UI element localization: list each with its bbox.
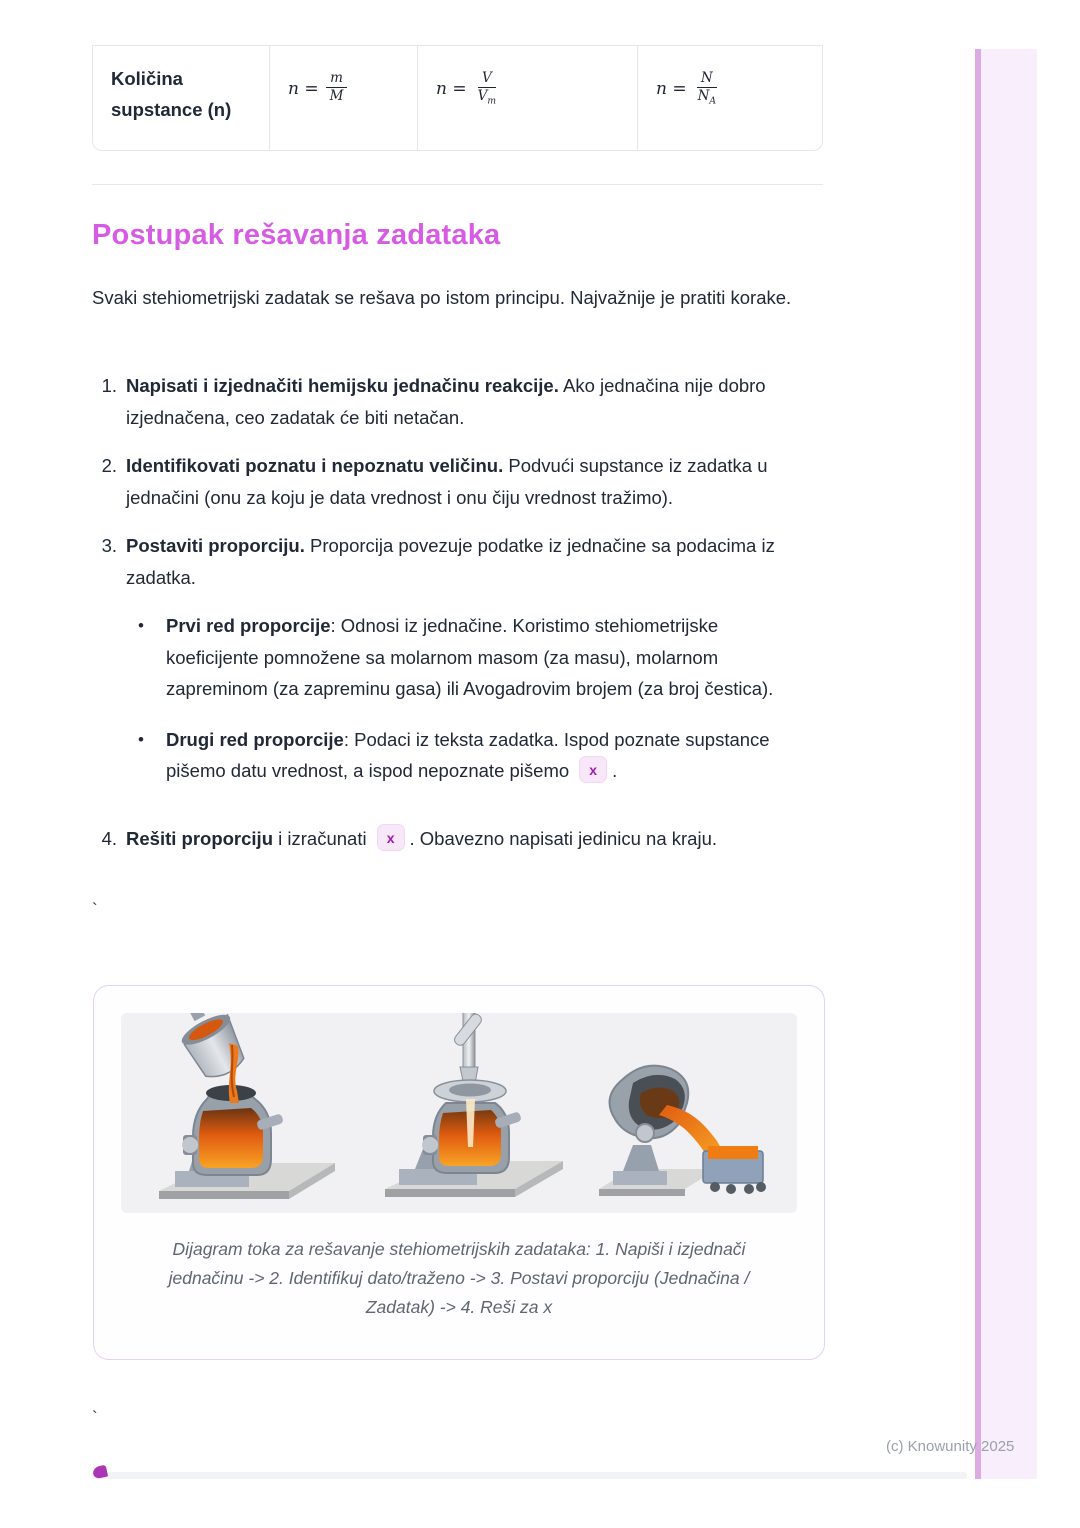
formula-n-m-over-M: n = $\frac{m}{M}$: [288, 63, 399, 107]
list-item-bullet-1: [126, 610, 798, 705]
bullet-text: Prvi red proporcije: Odnosi iz jednačine. Koristimo stehiometrijske koeficijente pomnožene sa molarnom masom (za masu), molarnom zapreminom (za zapreminu gasa) ili Avogadrovim brojem (za broj čestica).: [166, 615, 774, 699]
bullet-text: Drugi red proporcije: Podaci iz teksta zadatka. Ispod poznate supstance pišemo datu vrednost, a ispod nepoznate pišemo x .: [166, 728, 770, 781]
table-cell-formula-mass: [270, 46, 418, 150]
figure-card: [93, 985, 825, 1360]
stray-backtick: `: [92, 900, 98, 919]
page-edge-stripe: [981, 49, 1037, 1479]
formula-n-N-over-NA: n = $\frac{N}{N_A}$: [656, 70, 717, 107]
formula-n-V-over-Vm: n = $\frac{V}{V_m}$: [436, 70, 497, 107]
step-number: 1.: [101, 375, 117, 396]
converter-with-oxygen-lance-icon: [367, 1013, 589, 1203]
table-cell-formula-particles: [638, 46, 822, 150]
next-section-top-fragment: [92, 1472, 967, 1479]
step-text: Identifikovati poznatu i nepoznatu veličinu. Podvući supstance iz zadatka u jednačini (onu za koju je data vrednost i onu čiju vrednost tražimo).: [126, 455, 768, 508]
sub-bullet-list: [126, 610, 798, 787]
table-row-label: Količina supstance (n): [93, 46, 270, 150]
step-number: 4.: [101, 827, 117, 849]
step-text: Napisati i izjednačiti hemijsku jednačinu reakcije. Ako jednačina nije dobro izjednačena, ceo zadatak će biti netačan.: [126, 375, 766, 428]
step-number: 3.: [101, 535, 117, 556]
step-number: 2.: [101, 455, 117, 476]
ladle-pouring-into-converter-icon: [131, 1013, 363, 1203]
quantity-table-row: [92, 45, 823, 151]
steps-list: [92, 370, 798, 871]
stray-backtick: `: [92, 1408, 98, 1427]
list-item-step-2: [92, 450, 798, 513]
copyright-text: (c) Knowunity 2025: [886, 1438, 1015, 1455]
step-text: Postaviti proporciju. Proporcija povezuje podatke iz jednačine sa podacima iz zadatka. • Prvi red proporcije: Odnosi iz jednačine. Koristimo stehiometrijske koeficijente pomnožene sa molarnom masom (za masu), molarnom zapreminom (za zapreminu gasa) ili Avogadrovim brojem (za broj čestica). • Drugi red proporcije: Podaci iz teksta zadatka. Ispod poznate supstance pišemo datu vrednost, a ispod nepoznate pišemo x .: [126, 530, 798, 806]
list-item-step-3: [92, 530, 798, 806]
intro-paragraph: Svaki stehiometrijski zadatak se rešava po istom principu. Najvažnije je pratiti korake.: [92, 287, 792, 308]
list-item-step-4: [92, 823, 798, 855]
page-edge-stripe-line: [975, 49, 981, 1479]
table-cell-formula-volume: [418, 46, 638, 150]
inline-code-x: x: [579, 756, 607, 783]
bullet-marker: •: [138, 616, 144, 635]
converter-pouring-into-cart-icon: [593, 1053, 783, 1203]
step-text: Rešiti proporciju i izračunati x . Obavezno napisati jedinicu na kraju.: [126, 823, 798, 855]
list-item-bullet-2: [126, 724, 798, 787]
page-title: Postupak rešavanja zadataka: [92, 219, 501, 251]
figure-caption: Dijagram toka za rešavanje stehiometrijskih zadataka: 1. Napiši i izjednači jednačinu -> 2. Identifikuj dato/traženo -> 3. Postavi proporciju (Jednačina / Zadatak) -> 4. Reši za x: [168, 1239, 750, 1317]
bullet-marker: •: [138, 729, 144, 749]
section-divider: [92, 184, 823, 185]
inline-code-x: x: [377, 824, 405, 851]
figure-image: [121, 1013, 797, 1213]
list-item-step-1: [92, 370, 798, 433]
